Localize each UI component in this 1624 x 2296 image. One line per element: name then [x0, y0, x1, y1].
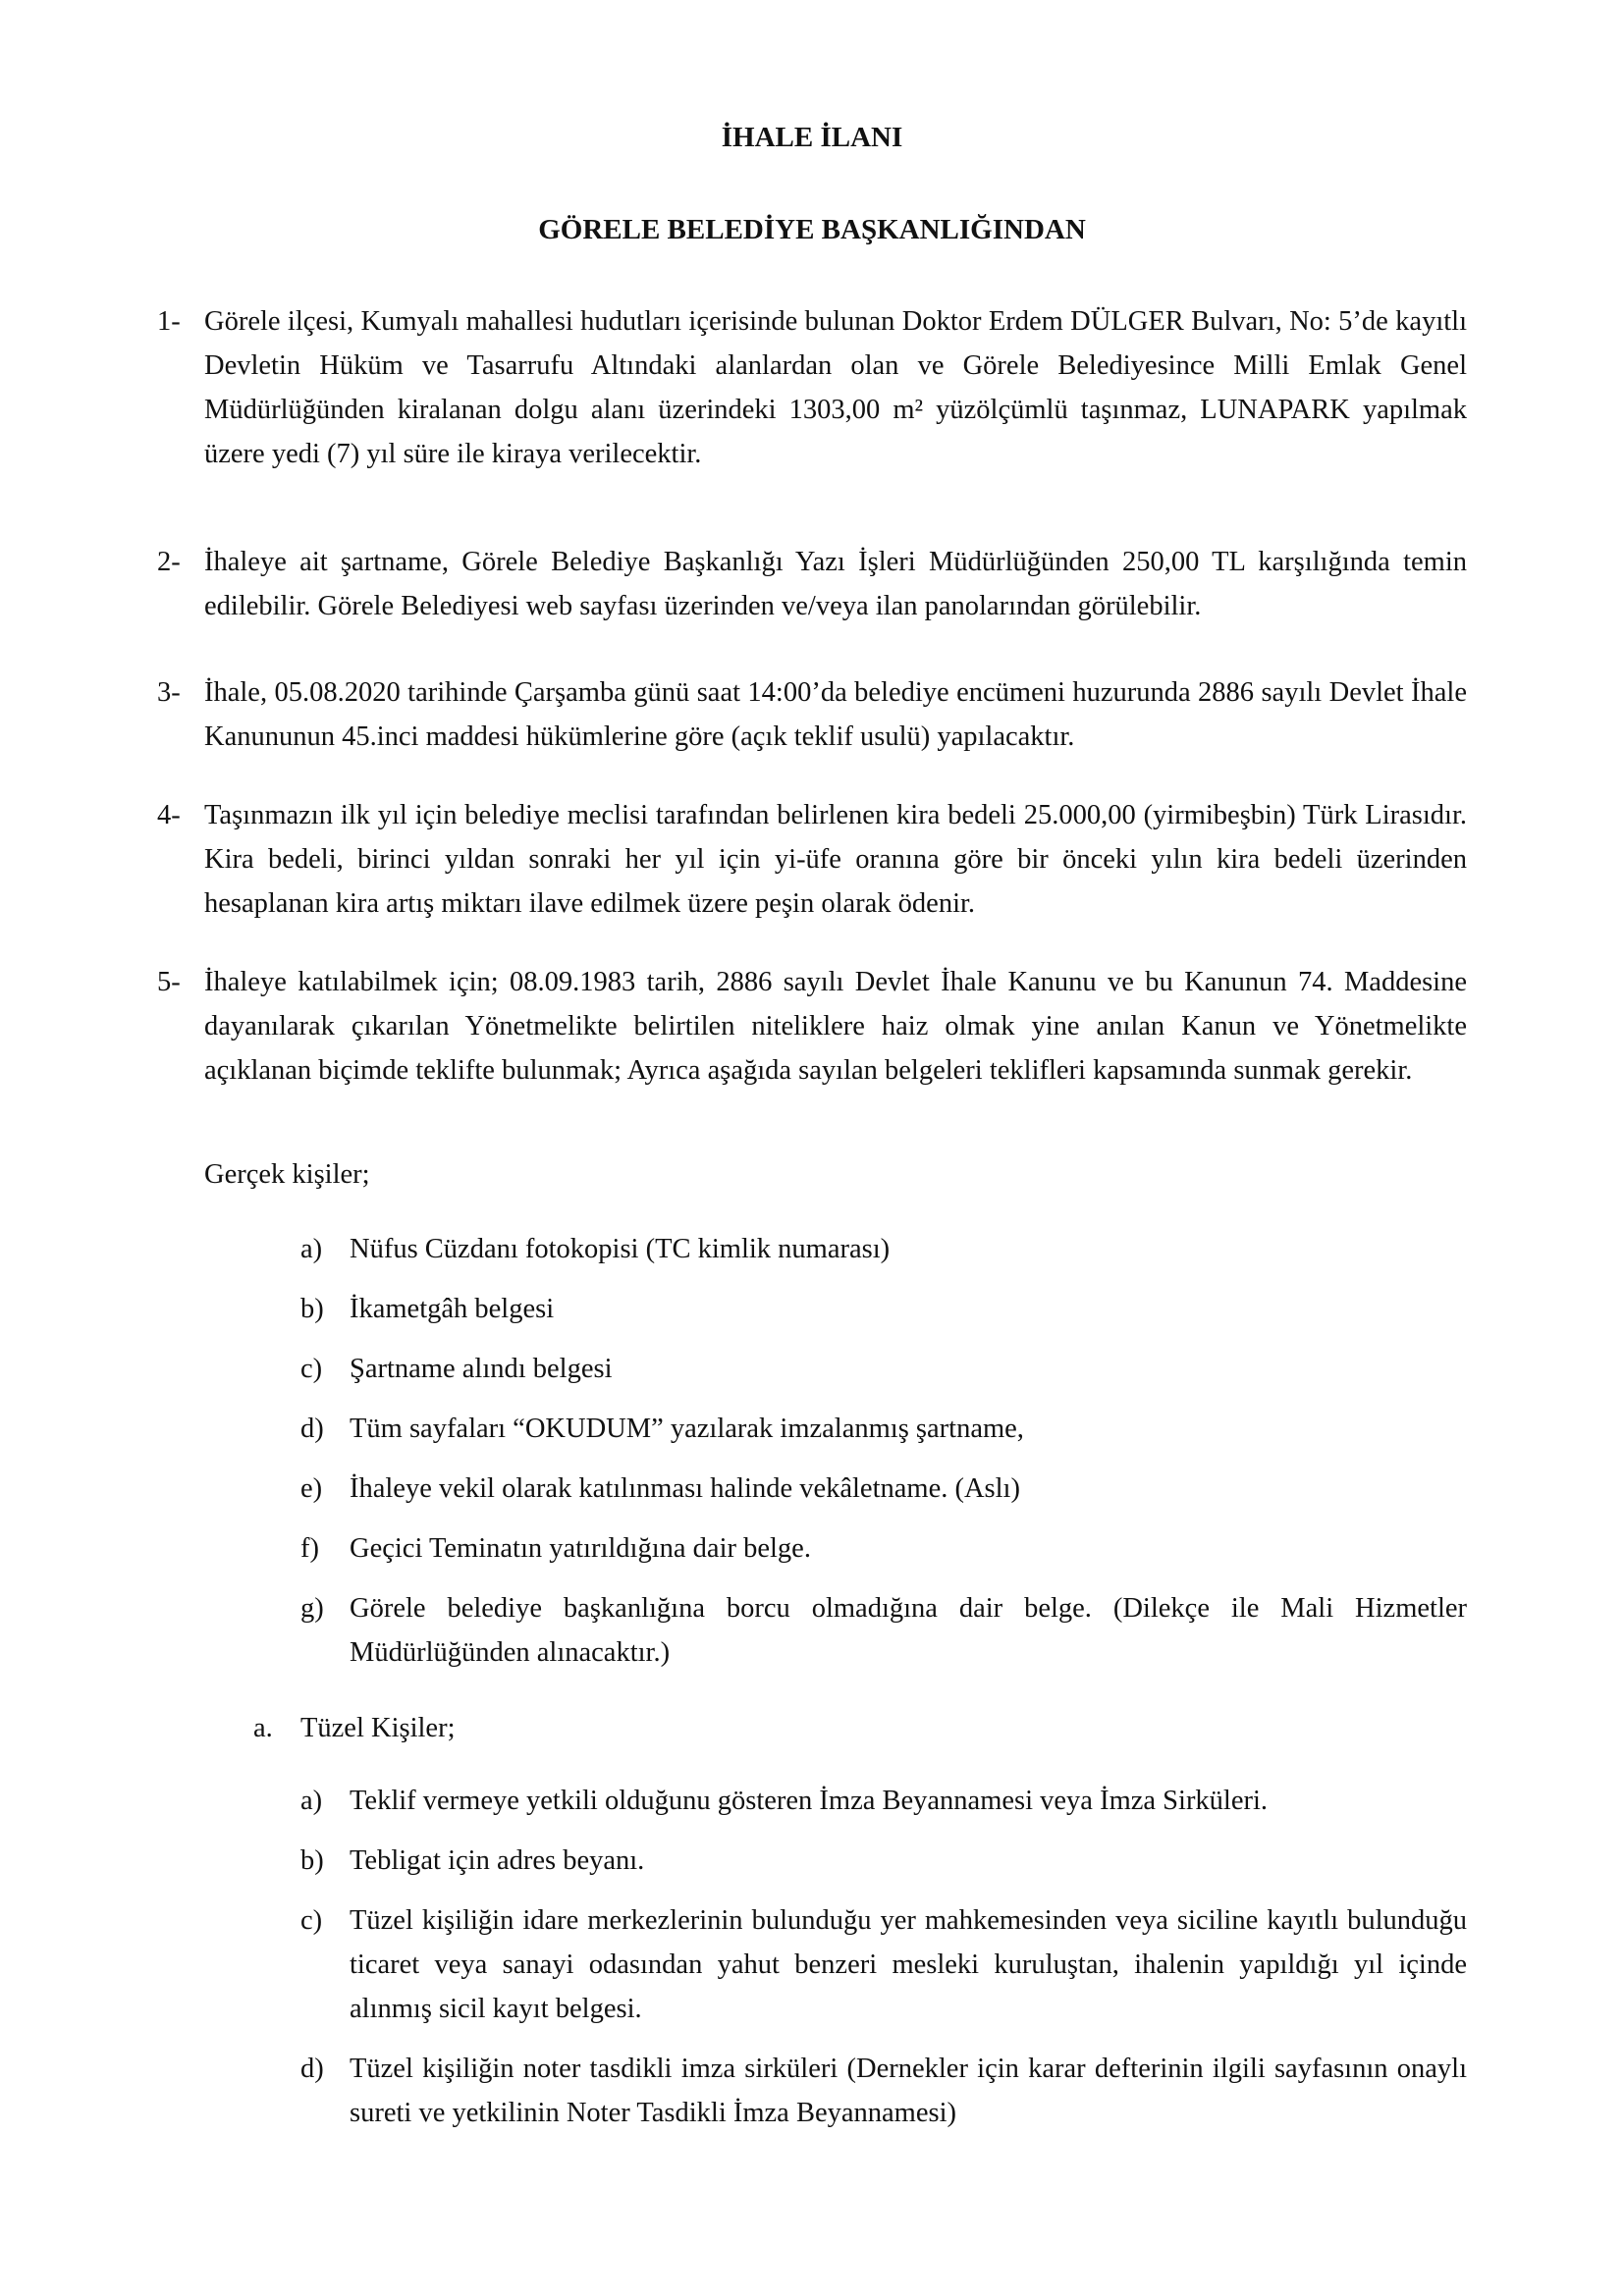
- list-item-text: Görele belediye başkanlığına borcu olmadığına dair belge. (Dilekçe ile Mali Hizmetler Müdürlüğünden alınacaktır.): [350, 1593, 1467, 1668]
- list-item-text: Tüm sayfaları “OKUDUM” yazılarak imzalanmış şartname,: [350, 1414, 1024, 1444]
- list-item-letter: b): [300, 1294, 324, 1324]
- article-text: Taşınmazın ilk yıl için belediye meclisi tarafından belirlenen kira bedeli 25.000,00 (yirmibeşbin) Türk Lirasıdır. Kira bedeli, birinci yıldan sonraki her yıl için yi-üfe oranına göre bir önceki yılın kira bedeli üzerinden hesaplanan kira artış miktarı ilave edilmek üzere peşin olarak ödenir.: [204, 800, 1467, 919]
- list-item: [300, 1586, 1467, 1675]
- article-text: İhaleye ait şartname, Görele Belediye Başkanlığı Yazı İşleri Müdürlüğünden 250,00 TL karşılığında temin edilebilir. Görele Belediyesi web sayfası üzerinden ve/veya ilan panolarından görülebilir.: [204, 547, 1467, 621]
- list-item-letter: e): [300, 1473, 323, 1504]
- list-item: [300, 1287, 1467, 1331]
- list-item: [300, 1407, 1467, 1451]
- list-item-text: Geçici Teminatın yatırıldığına dair belge.: [350, 1533, 811, 1564]
- list-item: [300, 1227, 1467, 1271]
- article-text: İhaleye katılabilmek için; 08.09.1983 tarih, 2886 sayılı Devlet İhale Kanunu ve bu Kanunun 74. Maddesine dayanılarak çıkarılan Yönetmelikte belirtilen niteliklere haiz olmak yine anılan Kanun ve Yönetmelikte açıklanan biçimde teklifte bulunmak; Ayrıca aşağıda sayılan belgeleri teklifleri kapsamında sunmak gerekir.: [204, 967, 1467, 1086]
- list-item: [300, 1898, 1467, 2031]
- list-item-text: İhaleye vekil olarak katılınması halinde vekâletname. (Aslı): [350, 1473, 1020, 1504]
- list-item-text: Şartname alındı belgesi: [350, 1354, 613, 1384]
- list-item: [300, 2047, 1467, 2135]
- list-item: [300, 1526, 1467, 1571]
- article-number: 1-: [157, 306, 181, 337]
- article-3: [157, 670, 1467, 759]
- list-item-text: Nüfus Cüzdanı fotokopisi (TC kimlik numarası): [350, 1234, 891, 1264]
- list-item: [300, 1347, 1467, 1391]
- list-item-letter: d): [300, 1414, 324, 1444]
- article-number: 5-: [157, 967, 181, 997]
- real-persons-heading: Gerçek kişiler;: [204, 1159, 370, 1190]
- article-number: 4-: [157, 800, 181, 830]
- article-2: [157, 540, 1467, 628]
- list-item-letter: b): [300, 1845, 324, 1876]
- list-item-text: Teklif vermeye yetkili olduğunu gösteren İmza Beyannamesi veya İmza Sirküleri.: [350, 1786, 1269, 1816]
- list-item-letter: c): [300, 1905, 323, 1936]
- list-item-text: Tüzel kişiliğin noter tasdikli imza sirküleri (Dernekler için karar defterinin ilgili sayfasının onaylı sureti ve yetkilinin Noter Tasdikli İmza Beyannamesi): [350, 2054, 1467, 2128]
- list-item-letter: g): [300, 1593, 324, 1624]
- article-number: 3-: [157, 677, 181, 708]
- list-item-letter: a): [300, 1234, 323, 1264]
- list-item: [300, 1779, 1467, 1823]
- list-item-text: İkametgâh belgesi: [350, 1294, 555, 1324]
- list-item: [300, 1839, 1467, 1883]
- real-persons-list: [300, 1227, 1467, 1690]
- legal-persons-list: [300, 1779, 1467, 2151]
- article-text: Görele ilçesi, Kumyalı mahallesi hudutları içerisinde bulunan Doktor Erdem DÜLGER Bulvarı, No: 5’de kayıtlı Devletin Hüküm ve Tasarrufu Altındaki alanlardan olan ve Görele Belediyesince Milli Emlak Genel Müdürlüğünden kiralanan dolgu alanı üzerindeki 1303,00 m² yüzölçümlü taşınmaz, LUNAPARK yapılmak üzere yedi (7) yıl süre ile kiraya verilecektir.: [204, 306, 1467, 469]
- legal-persons-intro: Tüzel Kişiler;: [300, 1713, 456, 1743]
- list-item: [300, 1467, 1467, 1511]
- list-item-letter: c): [300, 1354, 323, 1384]
- article-4: [157, 793, 1467, 926]
- list-item-letter: a): [300, 1786, 323, 1816]
- list-item-text: Tebligat için adres beyanı.: [350, 1845, 645, 1876]
- document-subtitle: GÖRELE BELEDİYE BAŞKANLIĞINDAN: [538, 214, 1086, 245]
- list-item-text: Tüzel kişiliğin idare merkezlerinin bulunduğu yer mahkemesinden veya siciline kayıtlı bulunduğu ticaret veya sanayi odasından yahut benzeri mesleki kuruluştan, ihalenin yapıldığı yıl içinde alınmış sicil kayıt belgesi.: [350, 1905, 1467, 2024]
- article-text: İhale, 05.08.2020 tarihinde Çarşamba günü saat 14:00’da belediye encümeni huzurunda 2886 sayılı Devlet İhale Kanununun 45.inci maddesi hükümlerine göre (açık teklif usulü) yapılacaktır.: [204, 677, 1467, 752]
- document-title: İHALE İLANI: [721, 122, 903, 153]
- legal-persons-letter: a.: [253, 1713, 273, 1743]
- article-1: [157, 299, 1467, 476]
- list-item-letter: f): [300, 1533, 319, 1564]
- legal-persons-heading: [253, 1706, 456, 1750]
- article-number: 2-: [157, 547, 181, 577]
- article-5: [157, 960, 1467, 1093]
- list-item-letter: d): [300, 2054, 324, 2084]
